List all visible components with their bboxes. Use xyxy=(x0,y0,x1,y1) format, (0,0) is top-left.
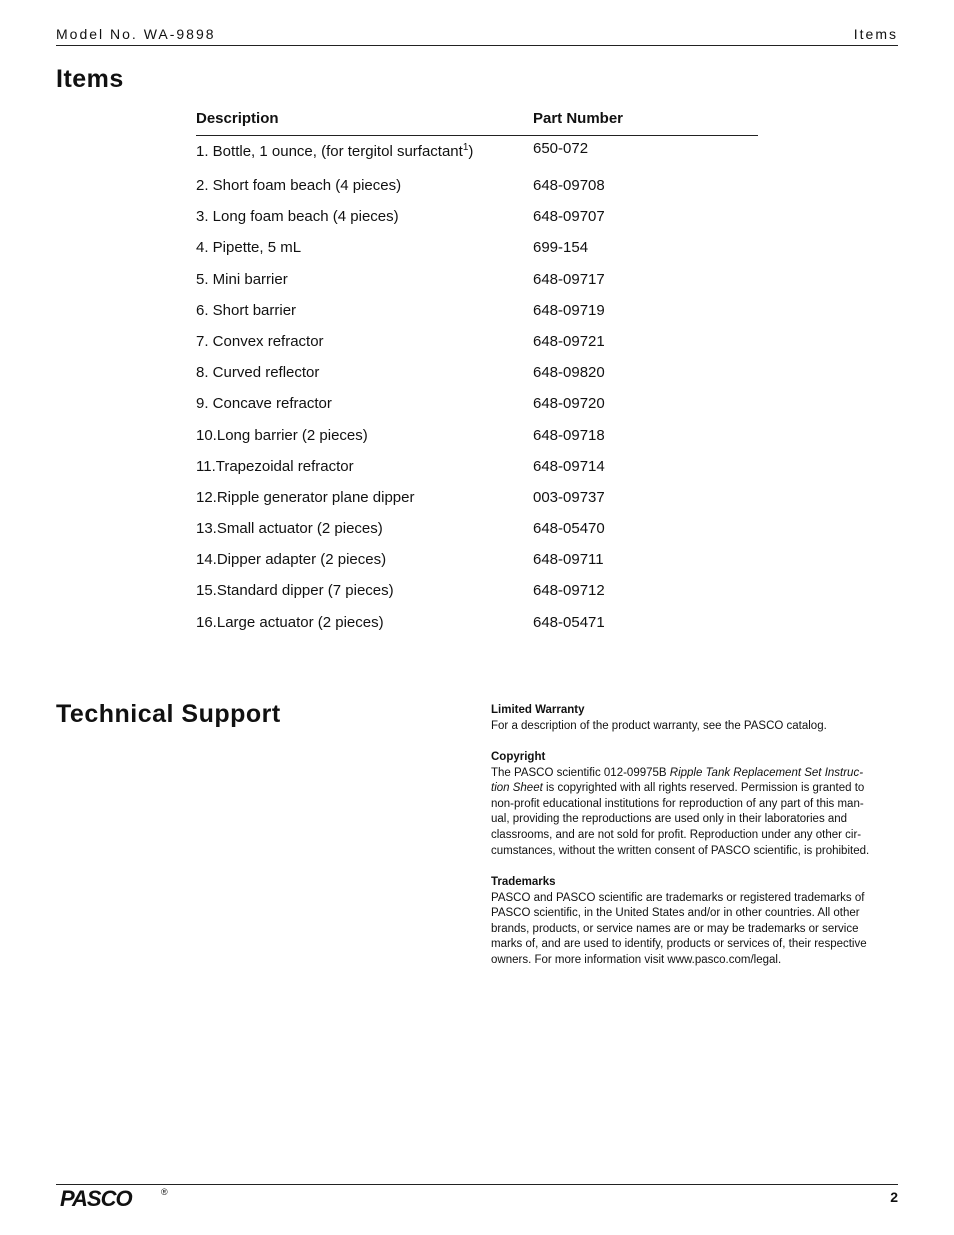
part-number: 003-09737 xyxy=(533,489,605,506)
table-row xyxy=(196,551,758,575)
trademarks-section xyxy=(491,875,901,969)
copyright-text: is copyrighted with all rights reserved. Permission is granted to xyxy=(542,782,865,795)
table-row xyxy=(196,271,758,295)
page-header xyxy=(56,25,898,46)
copyright-section xyxy=(491,750,901,859)
part-number: 648-05470 xyxy=(533,520,605,537)
item-description: 15.Standard dipper (7 pieces) xyxy=(196,582,394,599)
limited-warranty-section xyxy=(491,703,901,734)
items-heading: Items xyxy=(56,65,124,93)
item-description: 9. Concave refractor xyxy=(196,395,332,412)
item-description: 10.Long barrier (2 pieces) xyxy=(196,427,368,444)
document-title-italic: tion Sheet xyxy=(491,782,543,795)
limited-warranty-text: For a description of the product warranty, see the PASCO catalog. xyxy=(491,719,827,732)
trademarks-line: PASCO scientific, in the United States and/or in other countries. All other xyxy=(491,907,860,920)
item-description: 12.Ripple generator plane dipper xyxy=(196,489,415,506)
item-description: 3. Long foam beach (4 pieces) xyxy=(196,208,399,225)
part-number: 648-05471 xyxy=(533,614,605,631)
copyright-line: ual, providing the reproductions are used only in their laboratories and xyxy=(491,813,848,826)
pasco-logo-text: PASCO xyxy=(60,1187,132,1209)
copyright-line: non-profit educational institutions for reproduction of any part of this man- xyxy=(491,797,864,810)
table-row xyxy=(196,520,758,544)
table-row xyxy=(196,427,758,451)
column-header-part-number: Part Number xyxy=(533,110,624,127)
column-header-description: Description xyxy=(196,110,279,127)
item-description: 13.Small actuator (2 pieces) xyxy=(196,520,383,537)
copyright-line xyxy=(491,781,901,797)
table-row xyxy=(196,302,758,326)
registered-mark: ® xyxy=(161,1187,168,1197)
page-footer xyxy=(56,1184,898,1215)
page-number: 2 xyxy=(890,1189,898,1205)
items-table-header xyxy=(196,108,758,136)
copyright-title: Copyright xyxy=(491,751,546,763)
item-description: 11.Trapezoidal refractor xyxy=(196,458,354,475)
item-description: 4. Pipette, 5 mL xyxy=(196,239,302,256)
part-number: 648-09711 xyxy=(533,551,604,568)
table-row xyxy=(196,208,758,232)
trademarks-line: marks of, and are used to identify, products or services of, their respective xyxy=(491,938,867,951)
item-description: 2. Short foam beach (4 pieces) xyxy=(196,177,402,194)
copyright-line: cumstances, without the written consent of PASCO scientific, is prohibited. xyxy=(491,844,870,857)
item-description: 14.Dipper adapter (2 pieces) xyxy=(196,551,387,568)
table-row xyxy=(196,614,758,638)
item-description: 7. Convex refractor xyxy=(196,333,324,350)
part-number: 648-09717 xyxy=(533,271,605,288)
section-name: Items xyxy=(853,26,898,42)
part-number: 648-09707 xyxy=(533,208,605,225)
part-number: 648-09708 xyxy=(533,177,605,194)
item-description-text: 1. Bottle, 1 ounce, (for tergitol surfactant xyxy=(196,143,463,160)
item-description xyxy=(196,143,473,160)
document-title-italic: Ripple Tank Replacement Set Instruc- xyxy=(669,766,864,779)
item-description: 5. Mini barrier xyxy=(196,271,288,288)
table-row xyxy=(196,239,758,263)
item-description: 8. Curved reflector xyxy=(196,364,320,381)
limited-warranty-title: Limited Warranty xyxy=(491,704,585,716)
part-number: 648-09712 xyxy=(533,582,605,599)
table-row xyxy=(196,458,758,482)
item-description-text: ) xyxy=(468,143,474,160)
part-number: 648-09719 xyxy=(533,302,605,319)
copyright-text: The PASCO scientific 012-09975B xyxy=(491,766,670,779)
table-row xyxy=(196,140,758,164)
trademarks-line: brands, products, or service names are or may be trademarks or service xyxy=(491,922,859,935)
table-row xyxy=(196,582,758,606)
footnote-marker: 1 xyxy=(462,142,469,153)
copyright-line: classrooms, and are not sold for profit. Reproduction under any other cir- xyxy=(491,828,862,841)
trademarks-title: Trademarks xyxy=(491,876,556,888)
part-number: 648-09820 xyxy=(533,364,605,381)
part-number: 648-09721 xyxy=(533,333,605,350)
part-number: 650-072 xyxy=(533,140,589,157)
trademarks-line: owners. For more information visit www.pasco.com/legal. xyxy=(491,953,782,966)
table-row xyxy=(196,333,758,357)
technical-support-heading: Technical Support xyxy=(56,700,281,728)
table-row xyxy=(196,489,758,513)
part-number: 648-09718 xyxy=(533,427,605,444)
table-row xyxy=(196,395,758,419)
trademarks-line: PASCO and PASCO scientific are trademarks or registered trademarks of xyxy=(491,891,865,904)
copyright-line xyxy=(491,766,901,782)
item-description: 6. Short barrier xyxy=(196,302,297,319)
item-description: 16.Large actuator (2 pieces) xyxy=(196,614,384,631)
pasco-logo xyxy=(58,1187,158,1209)
table-row xyxy=(196,177,758,201)
model-number: Model No. WA-9898 xyxy=(56,26,216,42)
part-number: 699-154 xyxy=(533,239,589,256)
part-number: 648-09714 xyxy=(533,458,605,475)
part-number: 648-09720 xyxy=(533,395,605,412)
table-row xyxy=(196,364,758,388)
